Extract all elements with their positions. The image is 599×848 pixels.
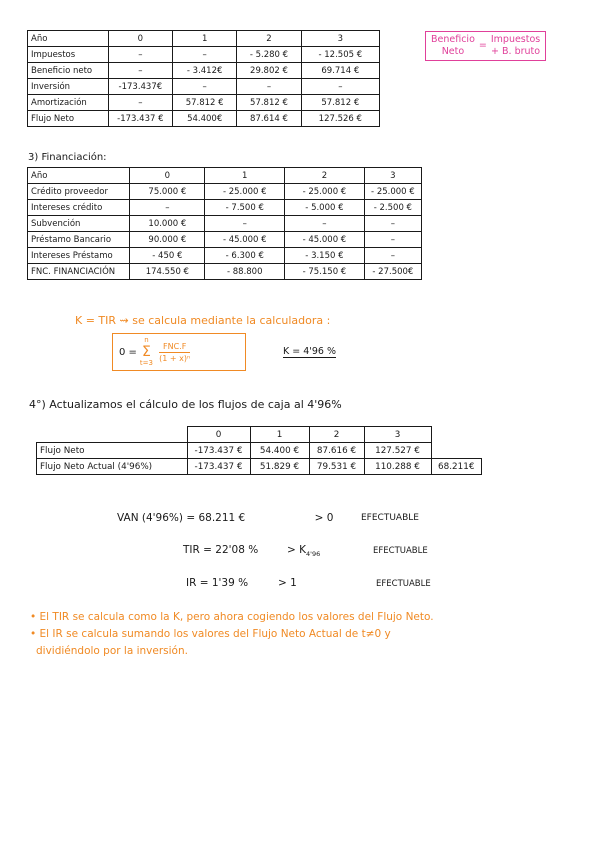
- net-profit-formula-box: [425, 31, 546, 61]
- tir-note-line: K = TIR ⇝ se calcula mediante la calculadora :: [75, 314, 331, 327]
- table-row: [28, 264, 422, 280]
- summary-result: EFECTUABLE: [361, 513, 419, 523]
- table-cell: Año: [28, 168, 130, 184]
- table-cell: 51.829 €: [250, 459, 309, 475]
- fraction: [159, 342, 190, 363]
- table-cell: - 25.000 €: [364, 184, 421, 200]
- table-cell: -173.437 €: [187, 443, 250, 459]
- summary-cmp-group: [287, 544, 373, 558]
- table-cell: -173.437 €: [108, 111, 172, 127]
- table-cell: 1: [250, 427, 309, 443]
- summary-van: [117, 512, 477, 524]
- sum-symbol: Σ: [142, 344, 151, 360]
- table-cell: - 88.800: [205, 264, 285, 280]
- section-financing-title: 3) Financiación:: [28, 152, 107, 163]
- table-cell: 0: [130, 168, 205, 184]
- summary-lhs: IR = 1'39 %: [186, 577, 249, 589]
- table-cell: 69.714 €: [301, 63, 379, 79]
- table-cell: - 75.150 €: [285, 264, 365, 280]
- table-cell: 2: [285, 168, 365, 184]
- table-cell: - 2.500 €: [364, 200, 421, 216]
- summary-tir: [183, 544, 483, 558]
- table-cell: -173.437€: [108, 79, 172, 95]
- summary-cmp: > 1: [278, 577, 297, 589]
- sum-block: [140, 336, 153, 368]
- table-cell: - 450 €: [130, 248, 205, 264]
- table-row: [28, 184, 422, 200]
- summary-result: EFECTUABLE: [376, 579, 431, 589]
- formula-equals: =: [478, 40, 487, 51]
- table-cell: Préstamo Bancario: [28, 232, 130, 248]
- table-cell: Intereses Préstamo: [28, 248, 130, 264]
- table-cell: 54.400 €: [250, 443, 309, 459]
- table-cell: 1: [173, 31, 237, 47]
- table-row: [37, 459, 482, 475]
- formula-left-line: Beneficio: [431, 34, 475, 45]
- summary-result: EFECTUABLE: [373, 546, 428, 556]
- table-cell: –: [364, 248, 421, 264]
- table-cell: Flujo Neto Actual (4'96%): [37, 459, 188, 475]
- table-row: [28, 216, 422, 232]
- table-cell: Subvención: [28, 216, 130, 232]
- formula-right-line: + B. bruto: [491, 46, 541, 57]
- section-update-title: 4°) Actualizamos el cálculo de los flujos de caja al 4'96%: [29, 398, 342, 411]
- table-total-cell: 68.211€: [431, 459, 482, 475]
- tir-formula-box: [112, 333, 246, 371]
- table-cell: [37, 427, 188, 443]
- table-cell: 174.550 €: [130, 264, 205, 280]
- table-cell: 1: [205, 168, 285, 184]
- table-cell: –: [173, 47, 237, 63]
- table-cell: 2: [237, 31, 301, 47]
- table-cell: Amortización: [28, 95, 109, 111]
- table-header-row: [37, 427, 482, 443]
- table-cell: - 7.500 €: [205, 200, 285, 216]
- table-cell: 57.812 €: [301, 95, 379, 111]
- table-cell: –: [364, 232, 421, 248]
- table-cell: –: [285, 216, 365, 232]
- table-cell: FNC. FINANCIACIÓN: [28, 264, 130, 280]
- table-row: [28, 47, 380, 63]
- table-cell: –: [108, 47, 172, 63]
- summary-cmp: > 0: [314, 512, 334, 524]
- table-cell: 3: [301, 31, 379, 47]
- table-cell: Crédito proveedor: [28, 184, 130, 200]
- formula-right: [491, 34, 540, 58]
- summary-ir: [186, 577, 486, 589]
- summary-cmp-sub: 4'96: [306, 550, 321, 559]
- table-cell: 87.616 €: [309, 443, 364, 459]
- table-cell: - 3.150 €: [285, 248, 365, 264]
- orange-note: • El TIR se calcula como la K, pero ahora cogiendo los valores del Flujo Neto.: [30, 611, 434, 623]
- table-cell: –: [108, 63, 172, 79]
- table-row: [28, 200, 422, 216]
- table-row: [37, 443, 482, 459]
- summary-lhs: TIR = 22'08 %: [183, 544, 259, 556]
- flows-table: [27, 30, 380, 127]
- table-cell: 127.526 €: [301, 111, 379, 127]
- table-cell: 2: [309, 427, 364, 443]
- update-table: [36, 426, 482, 475]
- financing-table: [27, 167, 422, 280]
- table-cell: 54.400€: [173, 111, 237, 127]
- fraction-denominator: (1 + x)ⁿ: [159, 353, 191, 363]
- table-cell: 3: [364, 168, 421, 184]
- table-cell-empty: [431, 427, 482, 443]
- table-cell: 0: [108, 31, 172, 47]
- table-cell: - 5.000 €: [285, 200, 365, 216]
- table-cell: 79.531 €: [309, 459, 364, 475]
- table-row: [28, 79, 380, 95]
- table-header-row: [28, 168, 422, 184]
- table-cell: 57.812 €: [173, 95, 237, 111]
- table-row: [28, 248, 422, 264]
- table-cell: - 27.500€: [364, 264, 421, 280]
- formula-lhs: 0 =: [119, 346, 137, 358]
- table-cell: 110.288 €: [364, 459, 431, 475]
- table-cell: - 3.412€: [173, 63, 237, 79]
- table-cell: - 45.000 €: [205, 232, 285, 248]
- table-cell: –: [205, 216, 285, 232]
- table-cell: - 6.300 €: [205, 248, 285, 264]
- k-result: K = 4'96 %: [283, 346, 337, 357]
- formula-left-line: Neto: [441, 46, 465, 57]
- table-cell: 127.527 €: [364, 443, 431, 459]
- table-cell: –: [130, 200, 205, 216]
- table-cell: Flujo Neto: [37, 443, 188, 459]
- table-cell: 29.802 €: [237, 63, 301, 79]
- table-cell: –: [108, 95, 172, 111]
- fraction-numerator: FNC.F: [159, 342, 190, 353]
- table-cell: - 5.280 €: [237, 47, 301, 63]
- table-cell: 75.000 €: [130, 184, 205, 200]
- table-cell: Año: [28, 31, 109, 47]
- table-cell: 87.614 €: [237, 111, 301, 127]
- table-cell: –: [301, 79, 379, 95]
- table-cell: -173.437 €: [187, 459, 250, 475]
- sum-top: n: [144, 336, 149, 344]
- formula-left: [431, 34, 475, 58]
- table-cell: 90.000 €: [130, 232, 205, 248]
- table-cell: - 12.505 €: [301, 47, 379, 63]
- sum-bottom: t=3: [139, 359, 153, 367]
- table-header-row: [28, 31, 380, 47]
- table-cell: - 45.000 €: [285, 232, 365, 248]
- table-row: [28, 232, 422, 248]
- table-cell: –: [237, 79, 301, 95]
- table-cell: 3: [364, 427, 431, 443]
- table-cell: 10.000 €: [130, 216, 205, 232]
- table-row: [28, 111, 380, 127]
- table-cell: Impuestos: [28, 47, 109, 63]
- summary-cmp: > K: [287, 544, 307, 556]
- table-cell: - 25.000 €: [205, 184, 285, 200]
- orange-note: dividiéndolo por la inversión.: [36, 645, 188, 657]
- table-cell: –: [173, 79, 237, 95]
- table-cell: 57.812 €: [237, 95, 301, 111]
- table-cell-empty: [431, 443, 482, 459]
- summary-lhs: VAN (4'96%) = 68.211 €: [117, 512, 246, 524]
- table-cell: –: [364, 216, 421, 232]
- table-row: [28, 95, 380, 111]
- orange-note: • El IR se calcula sumando los valores del Flujo Neto Actual de t≠0 y: [30, 628, 391, 640]
- table-cell: Inversión: [28, 79, 109, 95]
- table-row: [28, 63, 380, 79]
- table-cell: Beneficio neto: [28, 63, 109, 79]
- table-cell: Flujo Neto: [28, 111, 109, 127]
- table-cell: - 25.000 €: [285, 184, 365, 200]
- table-cell: Intereses crédito: [28, 200, 130, 216]
- table-cell: 0: [187, 427, 250, 443]
- formula-right-line: Impuestos: [490, 34, 541, 45]
